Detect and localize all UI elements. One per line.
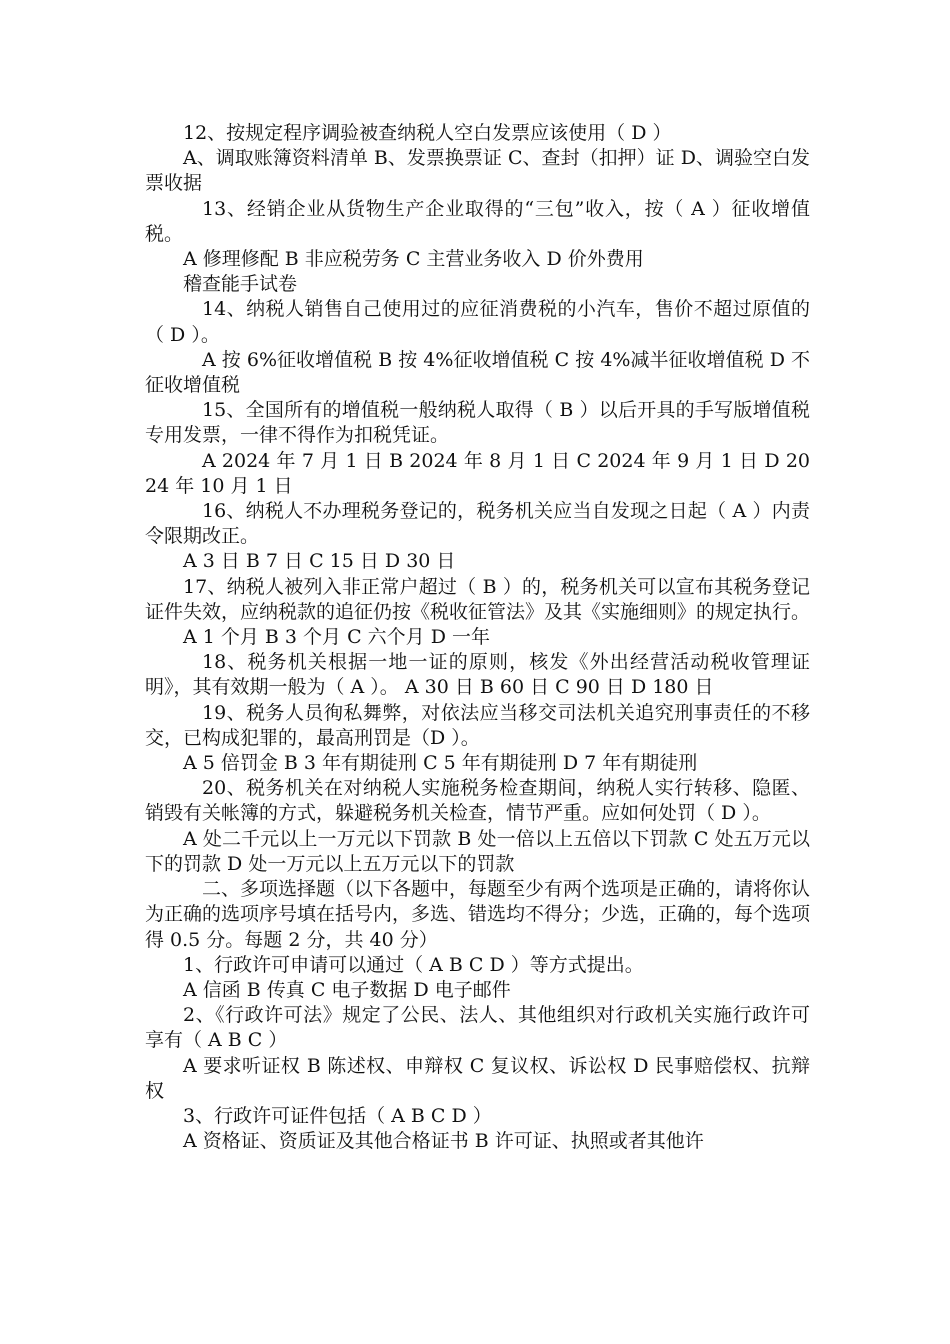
- section-2-intro: 二、多项选择题（以下各题中，每题至少有两个选项是正确的，请将你认为正确的选项序号填在括号内，多选、错选均不得分；少选，正确的，每个选项得 0.5 分。每题 2 分，共 40 分）: [145, 878, 811, 951]
- question-17-options: A 1 个月 B 3 个月 C 六个月 D 一年: [183, 626, 490, 649]
- multi-question-2: 2、《行政许可法》规定了公民、法人、其他组织对行政机关实施行政许可享有（ A B C ）: [145, 1004, 810, 1052]
- multi-question-2-options: A 要求听证权 B 陈述权、申辩权 C 复议权、诉讼权 D 民事赔偿权、抗辩权: [145, 1054, 810, 1102]
- question-12: 12、按规定程序调验被查纳税人空白发票应该使用（ D ）: [183, 122, 672, 144]
- question-18: 18、税务机关根据一地一证的原则，核发《外出经营活动税收管理证明》，其有效期一般为（ A ）。 A 30 日 B 60 日 C 90 日 D 180 日: [145, 651, 810, 699]
- question-15-options: A 2024 年 7 月 1 日 B 2024 年 8 月 1 日 C 2024 年 9 月 1 日 D 2024 年 10 月 1 日: [145, 449, 810, 497]
- question-14-options: A 按 6%征收增值税 B 按 4%征收增值税 C 按 4%减半征收增值税 D 不征收增值税: [145, 348, 810, 397]
- multi-question-3: 3、行政许可证件包括（ A B C D ）: [183, 1104, 492, 1127]
- section-heading: 稽查能手试卷: [183, 273, 298, 296]
- question-16-options: A 3 日 B 7 日 C 15 日 D 30 日: [183, 550, 456, 573]
- question-20-options: A 处二千元以上一万元以下罚款 B 处一倍以上五倍以下罚款 C 处五万元以下的罚款 D 处一万元以上五万元以下的罚款: [145, 827, 810, 875]
- question-20: 20、税务机关在对纳税人实施税务检查期间，纳税人实行转移、隐匿、销毁有关帐簿的方式，躲避税务机关检查，情节严重。应如何处罚（ D ）。: [145, 777, 810, 825]
- question-19: 19、税务人员徇私舞弊，对依法应当移交司法机关追究刑事责任的不移交，已构成犯罪的，最高刑罚是（D ）。: [145, 701, 810, 749]
- document-body: [145, 121, 810, 1154]
- multi-question-1-options: A 信函 B 传真 C 电子数据 D 电子邮件: [183, 978, 511, 1001]
- question-14: 14、纳税人销售自己使用过的应征消费税的小汽车，售价不超过原值的（ D ）。: [145, 298, 810, 346]
- question-17: 17、纳税人被列入非正常户超过（ B ）的，税务机关可以宣布其税务登记证件失效，应纳税款的追征仍按《税收征管法》及其《实施细则》的规定执行。: [145, 575, 811, 623]
- question-16: 16、纳税人不办理税务登记的，税务机关应当自发现之日起（ A ）内责令限期改正。: [145, 500, 810, 548]
- question-19-options: A 5 倍罚金 B 3 年有期徒刑 C 5 年有期徒刑 D 7 年有期徒刑: [183, 752, 698, 775]
- question-13: 13、经销企业从货物生产企业取得的“三包”收入，按（ A ）征收增值税。: [145, 197, 810, 245]
- multi-question-3-options: A 资格证、资质证及其他合格证书 B 许可证、执照或者其他许: [183, 1130, 704, 1153]
- question-12-options: A、调取账簿资料清单 B、发票换票证 C、查封（扣押）证 D、调验空白发票收据: [145, 147, 810, 195]
- multi-question-1: 1、行政许可申请可以通过（ A B C D ）等方式提出。: [183, 953, 644, 976]
- question-13-options: A 修理修配 B 非应税劳务 C 主营业务收入 D 价外费用: [183, 248, 644, 271]
- question-15: 15、全国所有的增值税一般纳税人取得（ B ）以后开具的手写版增值税专用发票，一律不得作为扣税凭证。: [145, 399, 810, 447]
